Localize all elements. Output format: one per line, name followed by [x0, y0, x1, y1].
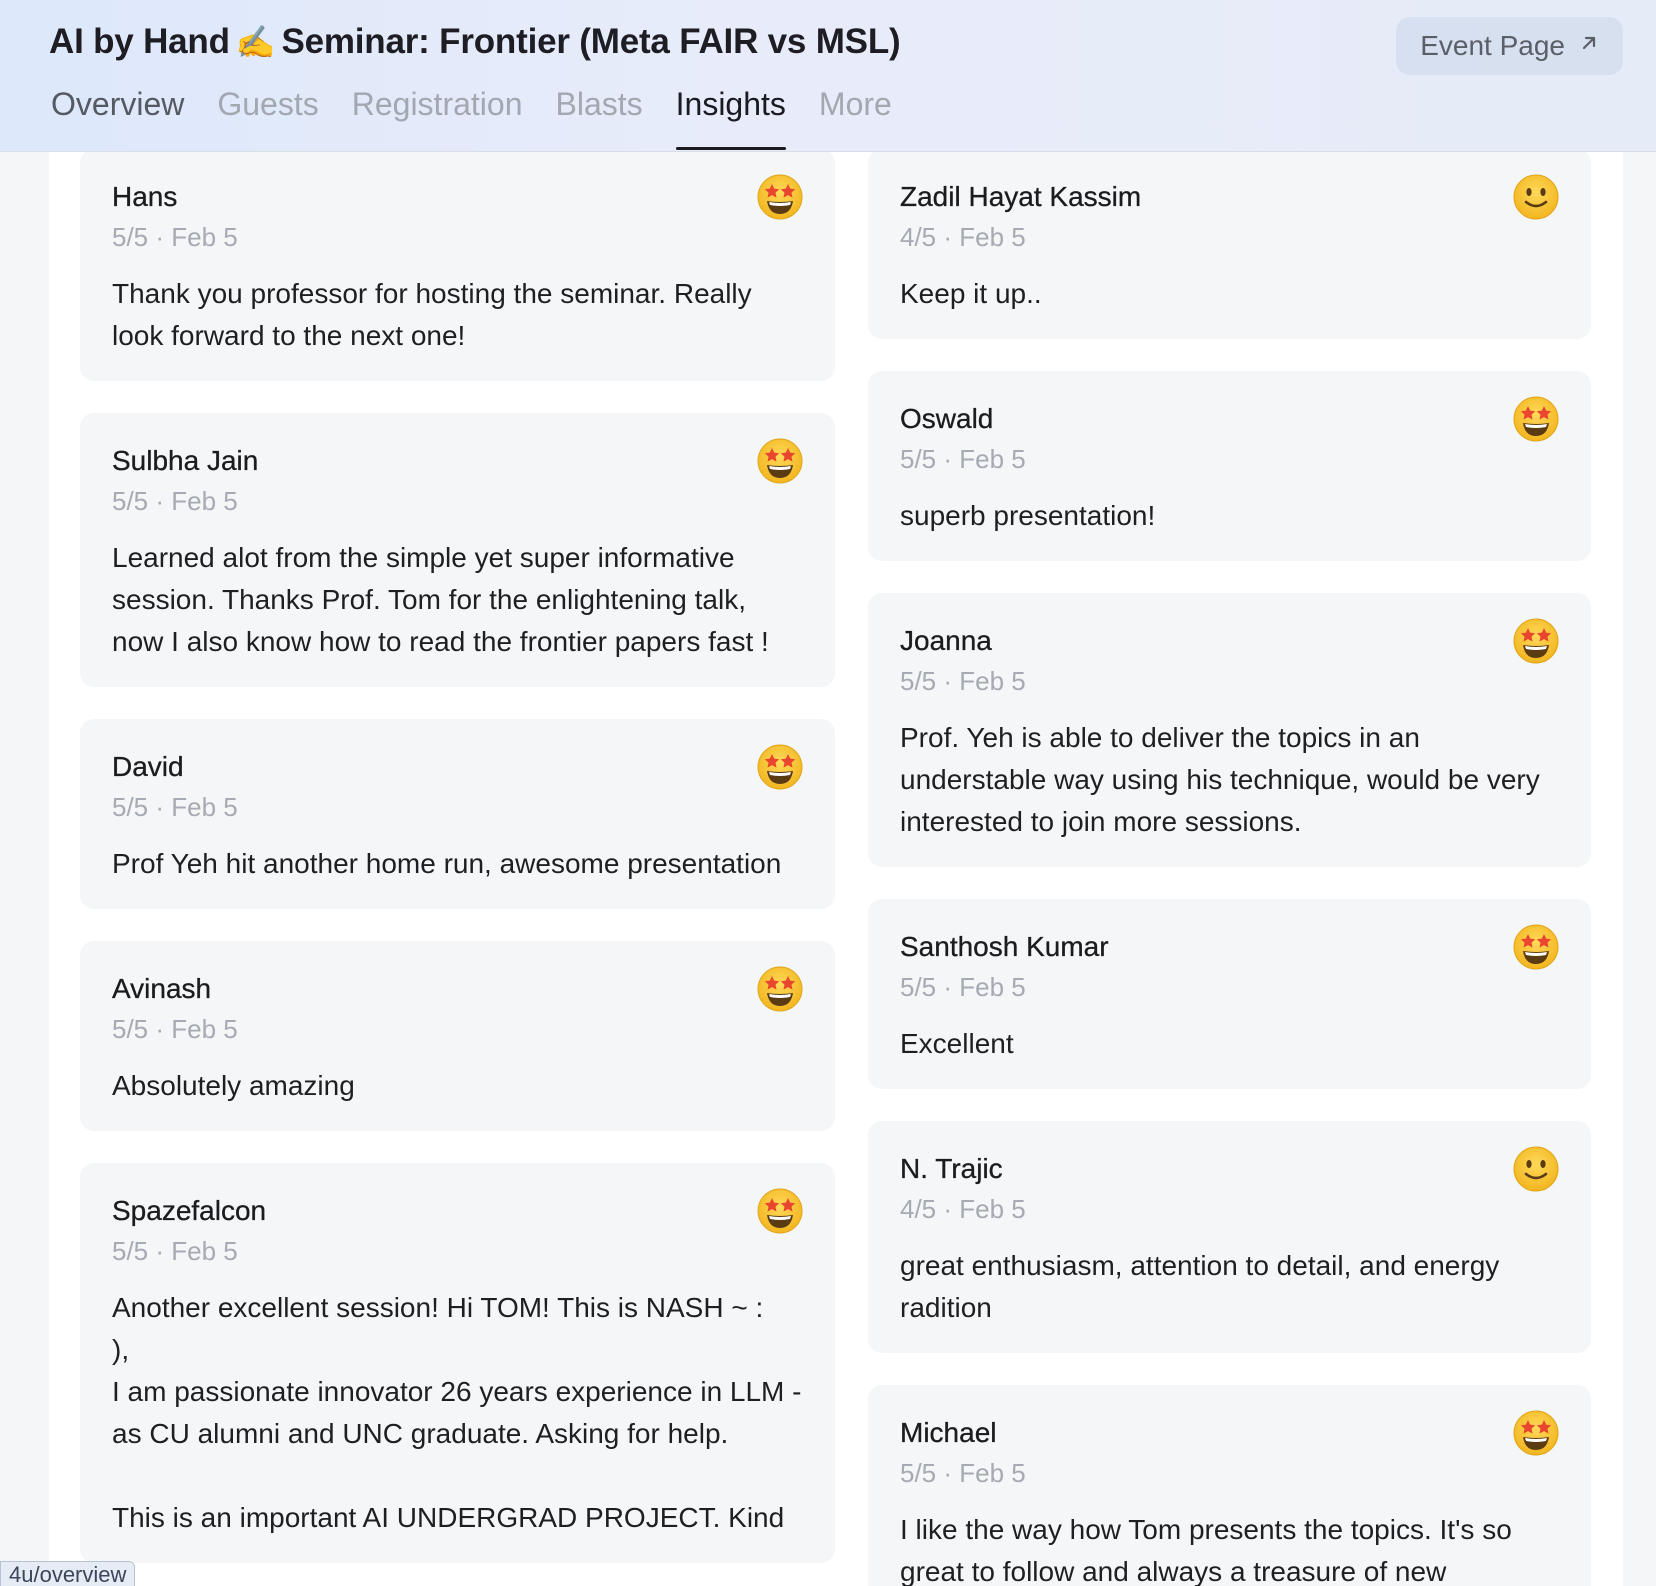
- feedback-comment: Excellent: [900, 1028, 1014, 1059]
- guest-name: Michael: [900, 1417, 997, 1448]
- feedback-comment: Prof. Yeh is able to deliver the topics in an understable way using his technique, would be very interested to join more sessions.: [900, 722, 1540, 837]
- feedback-comment: Learned alot from the simple yet super informative session. Thanks Prof. Tom for the enlightening talk, now I also know how to read the frontier papers fast !: [112, 542, 769, 657]
- tab-insights[interactable]: Insights: [676, 86, 786, 150]
- event-page-label: Event Page: [1420, 30, 1565, 61]
- rating-date: 5/5 · Feb 5: [112, 222, 238, 252]
- title-prefix: AI by Hand: [49, 22, 230, 61]
- feedback-comment: Thank you professor for hosting the seminar. Really look forward to the next one!: [112, 278, 752, 351]
- guest-name: Spazefalcon: [112, 1195, 267, 1226]
- rating-date: 5/5 · Feb 5: [112, 486, 238, 516]
- rating-date: 5/5 · Feb 5: [112, 792, 238, 822]
- guest-name: Avinash: [112, 973, 212, 1004]
- feedback-card: [868, 1385, 1591, 1586]
- tab-more[interactable]: More: [818, 86, 892, 122]
- rating-date: 5/5 · Feb 5: [900, 1458, 1026, 1488]
- feedback-column-right: [868, 149, 1591, 1586]
- feedback-comment: Keep it up..: [900, 278, 1042, 309]
- guest-name: Oswald: [900, 403, 994, 434]
- status-url-tooltip: 4u/overview: [0, 1561, 135, 1586]
- feedback-card: [868, 149, 1591, 339]
- guest-name: David: [112, 751, 184, 782]
- rating-date: 5/5 · Feb 5: [112, 1014, 238, 1044]
- star-struck-emoji-icon: [756, 437, 804, 485]
- smile-emoji-icon: [1512, 1145, 1560, 1193]
- feedback-comment: I like the way how Tom presents the topics. It's so great to follow and always a treasure of new: [900, 1514, 1512, 1586]
- feedback-comment: superb presentation!: [900, 500, 1156, 531]
- feedback-card: [868, 1121, 1591, 1353]
- page-title: [49, 22, 900, 62]
- feedback-card: [80, 941, 835, 1131]
- star-struck-emoji-icon: [1512, 395, 1560, 443]
- star-struck-emoji-icon: [756, 1187, 804, 1235]
- star-struck-emoji-icon: [1512, 923, 1560, 971]
- star-struck-emoji-icon: [756, 965, 804, 1013]
- rating-date: 5/5 · Feb 5: [112, 1236, 238, 1266]
- feedback-column-left: [80, 149, 835, 1586]
- feedback-comment: Absolutely amazing: [112, 1070, 355, 1101]
- arrow-up-right-icon: [1579, 32, 1599, 60]
- feedback-card: [80, 1163, 835, 1563]
- title-suffix: Seminar: Frontier (Meta FAIR vs MSL): [281, 22, 901, 61]
- guest-name: Sulbha Jain: [112, 445, 259, 476]
- feedback-comment: great enthusiasm, attention to detail, and energy radition: [900, 1250, 1500, 1323]
- guest-name: Zadil Hayat Kassim: [900, 181, 1142, 212]
- event-page-button[interactable]: [1396, 17, 1623, 75]
- tab-overview[interactable]: Overview: [51, 86, 185, 122]
- star-struck-emoji-icon: [756, 743, 804, 791]
- rating-date: 5/5 · Feb 5: [900, 972, 1026, 1002]
- guest-name: Hans: [112, 181, 178, 212]
- guest-name: Joanna: [900, 625, 992, 656]
- feedback-comment: Prof Yeh hit another home run, awesome presentation: [112, 848, 782, 879]
- tab-guests[interactable]: Guests: [217, 86, 319, 122]
- feedback-card: [868, 899, 1591, 1089]
- feedback-card: [868, 593, 1591, 867]
- feedback-card: [80, 719, 835, 909]
- guest-name: N. Trajic: [900, 1153, 1003, 1184]
- writing-hand-icon: ✍️: [235, 24, 276, 60]
- feedback-card: [80, 149, 835, 381]
- star-struck-emoji-icon: [756, 173, 804, 221]
- feedback-card: [80, 413, 835, 687]
- guest-name: Santhosh Kumar: [900, 931, 1109, 962]
- feedback-comment: Another excellent session! Hi TOM! This is NASH ~ : ), I am passionate innovator 26 years experience in LLM - as CU alumni and UNC graduate. Asking for help. This is an important AI UNDERGRAD PROJECT. Kind: [112, 1292, 802, 1533]
- rating-date: 4/5 · Feb 5: [900, 1194, 1026, 1224]
- star-struck-emoji-icon: [1512, 1409, 1560, 1457]
- tab-blasts[interactable]: Blasts: [555, 86, 643, 122]
- smile-emoji-icon: [1512, 173, 1560, 221]
- tab-bar: [51, 86, 925, 151]
- rating-date: 5/5 · Feb 5: [900, 444, 1026, 474]
- tab-registration[interactable]: Registration: [351, 86, 523, 122]
- star-struck-emoji-icon: [1512, 617, 1560, 665]
- event-header: [0, 0, 1656, 152]
- rating-date: 5/5 · Feb 5: [900, 666, 1026, 696]
- insights-feedback-panel: [49, 151, 1623, 1586]
- rating-date: 4/5 · Feb 5: [900, 222, 1026, 252]
- feedback-card: [868, 371, 1591, 561]
